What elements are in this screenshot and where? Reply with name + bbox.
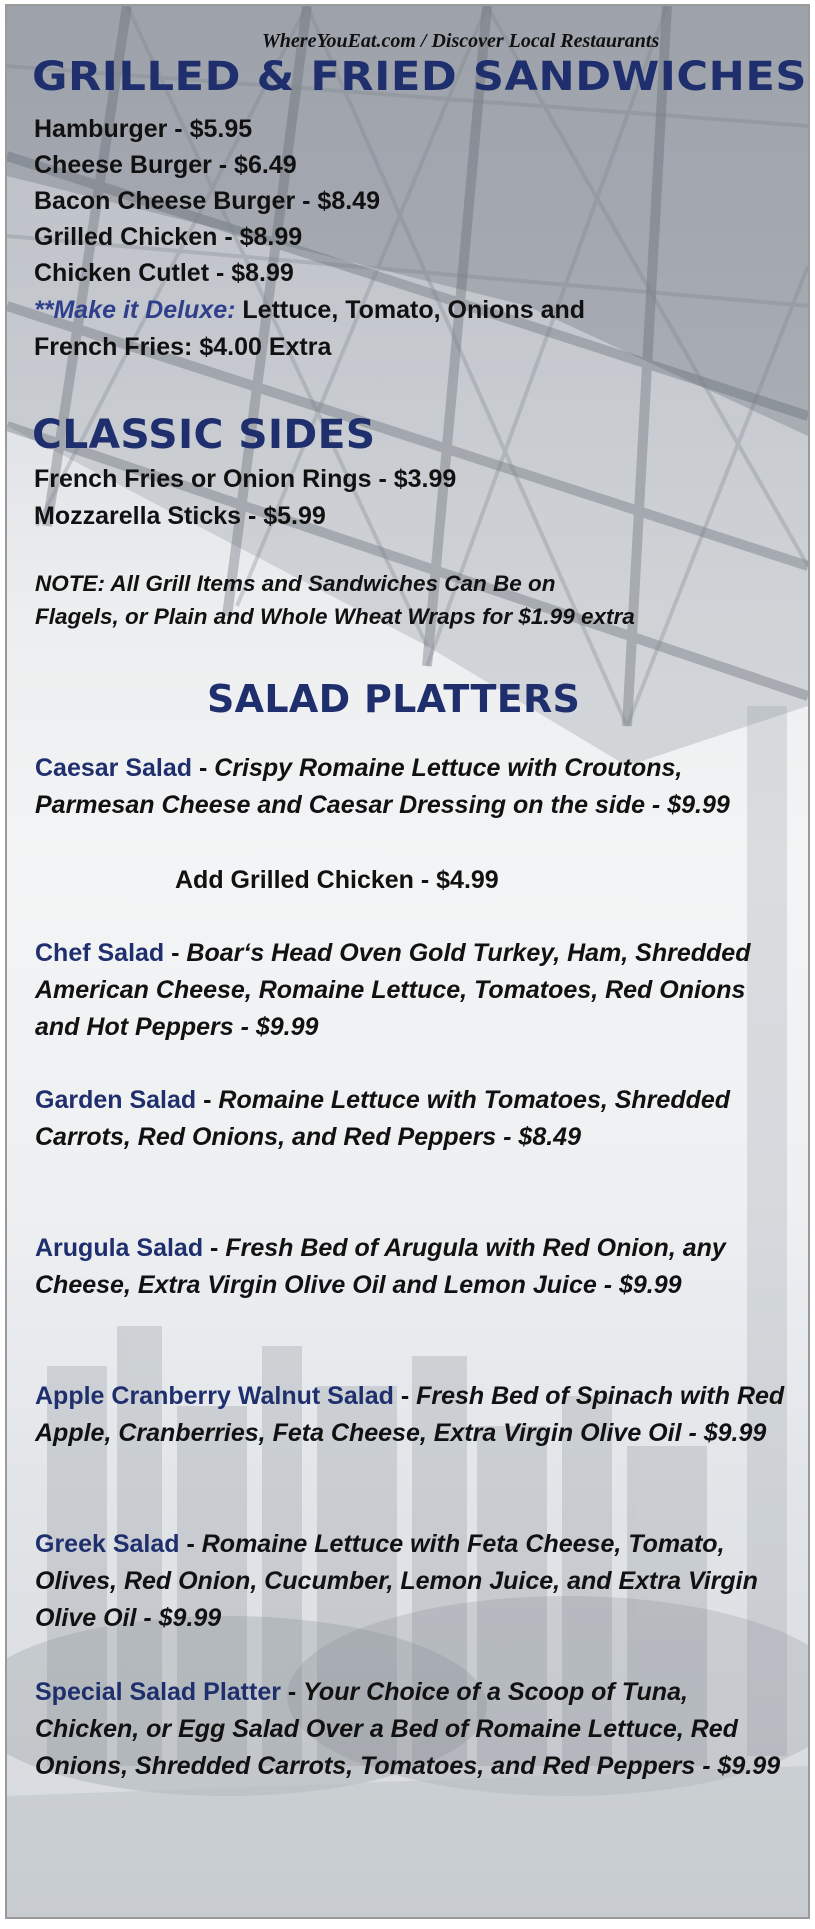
salad-desc: Romaine Lettuce with Tomatoes, Shredded Carrots, Red Onions, and Red Peppers - $8.49 xyxy=(35,1086,731,1151)
salad-name: Special Salad Platter xyxy=(35,1678,281,1706)
salad-desc: Your Choice of a Scoop of Tuna, Chicken, or Egg Salad Over a Bed of Romaine Lettuce, Red Onions, Shredded Carrots, Tomatoes, and Red Peppers - $9.99 xyxy=(35,1678,781,1780)
salad-sep: - xyxy=(203,1234,226,1262)
salad-sep: - xyxy=(393,1382,417,1410)
salad-desc: Fresh Bed of Spinach with Red Apple, Cranberries, Feta Cheese, Extra Virgin Olive Oil - $9.99 xyxy=(35,1382,785,1447)
deluxe-label: **Make it Deluxe: xyxy=(34,296,236,324)
salad-item-greek xyxy=(35,1526,795,1637)
salad-name: Garden Salad xyxy=(35,1086,197,1114)
menu-item-hamburger: Hamburger - $5.95 xyxy=(34,115,253,143)
salad-desc: Crispy Romaine Lettuce with Croutons, Parmesan Cheese and Caesar Dressing on the side - $9.99 xyxy=(35,754,730,819)
salad-name: Arugula Salad xyxy=(35,1234,204,1262)
wrap-note xyxy=(35,567,635,633)
salad-name: Apple Cranberry Walnut Salad xyxy=(35,1382,394,1410)
wrap-note-line1: NOTE: All Grill Items and Sandwiches Can Be on xyxy=(35,571,556,596)
section-title-grilled: GRILLED & FRIED SANDWICHES xyxy=(32,54,808,100)
menu-item-fries-onion-rings: French Fries or Onion Rings - $3.99 xyxy=(34,465,457,493)
salad-item-special-platter xyxy=(35,1674,795,1785)
menu-item-grilled-chicken: Grilled Chicken - $8.99 xyxy=(34,223,303,251)
salad-item-arugula xyxy=(35,1230,795,1304)
menu-page xyxy=(5,4,810,1919)
salad-sep: - xyxy=(196,1086,219,1114)
salad-desc: Fresh Bed of Arugula with Red Onion, any Cheese, Extra Virgin Olive Oil and Lemon Juice - $9.99 xyxy=(35,1234,726,1299)
menu-item-mozzarella-sticks: Mozzarella Sticks - $5.99 xyxy=(34,502,326,530)
salad-name: Chef Salad xyxy=(35,939,165,967)
section-title-sides: CLASSIC SIDES xyxy=(32,412,376,458)
deluxe-option xyxy=(34,292,585,329)
salad-sep: - xyxy=(192,754,215,782)
salad-addon-grilled-chicken: Add Grilled Chicken - $4.99 xyxy=(175,866,499,894)
salad-name: Caesar Salad xyxy=(35,754,193,782)
menu-item-chicken-cutlet: Chicken Cutlet - $8.99 xyxy=(34,259,294,287)
salad-desc: Romaine Lettuce with Feta Cheese, Tomato, Olives, Red Onion, Cucumber, Lemon Juice, and Extra Virgin Olive Oil - $9.99 xyxy=(35,1530,758,1632)
salad-item-chef xyxy=(35,935,795,1046)
section-title-salads: SALAD PLATTERS xyxy=(207,677,581,721)
menu-item-cheese-burger: Cheese Burger - $6.49 xyxy=(34,151,297,179)
deluxe-text: Lettuce, Tomato, Onions and xyxy=(235,296,586,324)
site-header: WhereYouEat.com / Discover Local Restaurants xyxy=(262,30,660,52)
salad-item-caesar xyxy=(35,750,795,824)
salad-item-garden xyxy=(35,1082,795,1156)
salad-desc: Boar‘s Head Oven Gold Turkey, Ham, Shredded American Cheese, Romaine Lettuce, Tomatoes, Red Onions and Hot Peppers - $9.99 xyxy=(35,939,751,1041)
salad-sep: - xyxy=(280,1678,304,1706)
salad-name: Greek Salad xyxy=(35,1530,180,1558)
salad-sep: - xyxy=(179,1530,202,1558)
menu-item-bacon-cheese-burger: Bacon Cheese Burger - $8.49 xyxy=(34,187,380,215)
salad-item-apple-cranberry-walnut xyxy=(35,1378,795,1452)
wrap-note-line2: Flagels, or Plain and Whole Wheat Wraps for $1.99 extra xyxy=(35,604,635,629)
salad-sep: - xyxy=(164,939,187,967)
deluxe-text-line2: French Fries: $4.00 Extra xyxy=(34,333,332,361)
